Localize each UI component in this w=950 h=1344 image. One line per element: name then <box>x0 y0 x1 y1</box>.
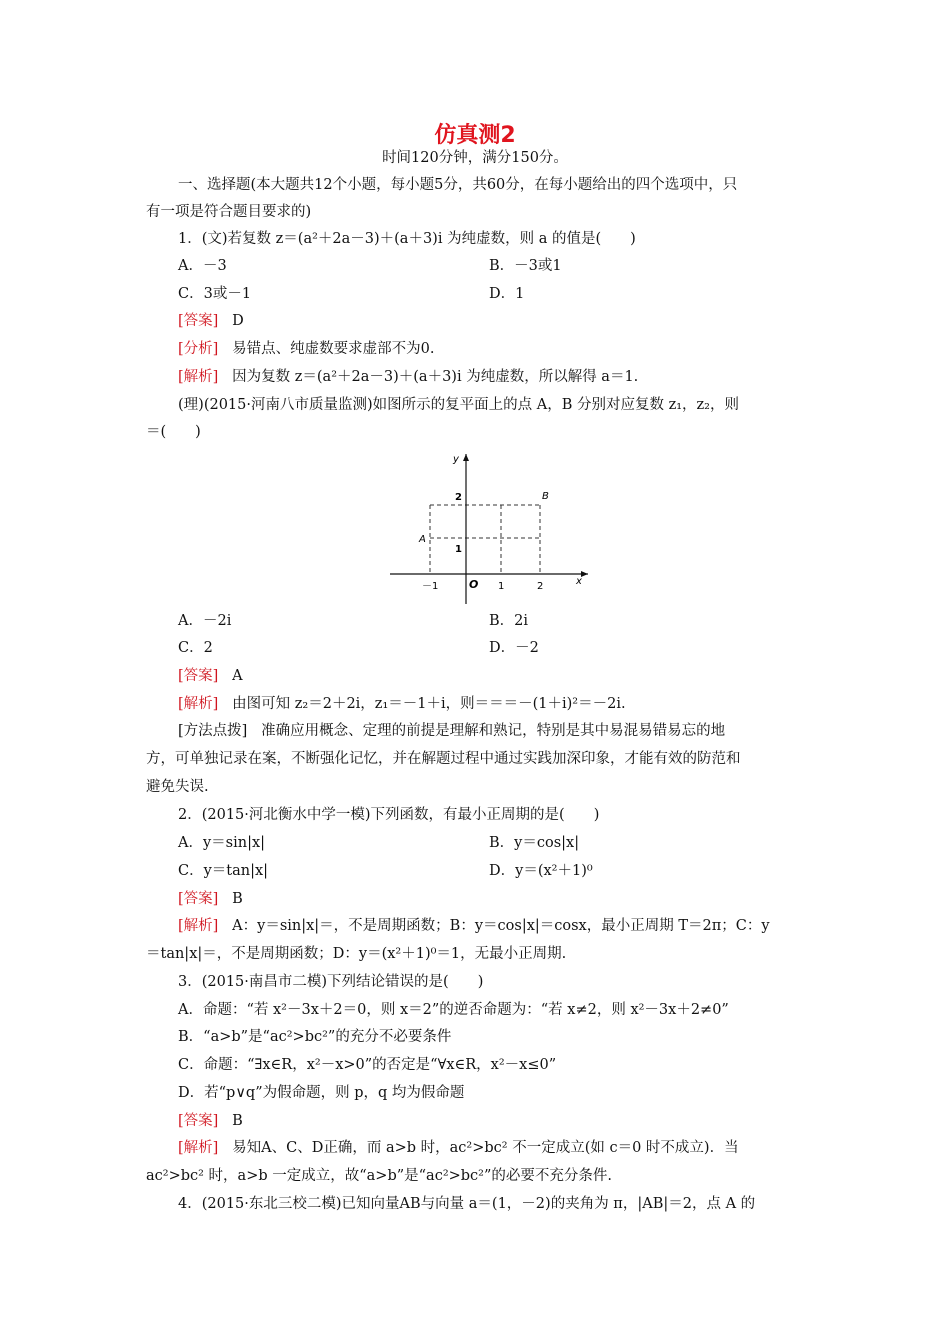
solution-text: 易知A、C、D正确，而 a>b 时，ac²>bc² 不一定成立(如 c＝0 时不成立)．当 <box>232 1140 739 1156</box>
answer-tag: [答案] <box>178 891 219 907</box>
q3-option-b: B．“a>b”是“ac²>bc²”的充分不必要条件 <box>178 1029 452 1045</box>
point-a-label: A <box>419 534 426 545</box>
q3-option-c: C．命题：“∃x∈R，x²－x>0”的否定是“∀x∈R，x²－x≤0” <box>178 1057 557 1073</box>
y-tick-label: 1 <box>455 544 462 555</box>
q2-solution-line-2: ＝tan|x|＝，不是周期函数；D：y＝(x²＋1)⁰＝1，无最小正周期. <box>146 946 567 962</box>
answer-value: A <box>232 668 243 684</box>
q1b-option-b: B．2i <box>489 613 529 629</box>
q1b-method-line-3: 避免失误. <box>146 779 209 795</box>
solution-text: A：y＝sin|x|＝，不是周期函数；B：y＝cos|x|＝cosx，最小正周期 T＝2π；C：y <box>232 918 770 934</box>
q3-stem: 3．(2015·南昌市二模)下列结论错误的是( ) <box>178 974 484 990</box>
answer-value: B <box>232 1113 243 1129</box>
q3-answer <box>178 1111 243 1131</box>
q1-option-c: C．3或－1 <box>178 286 252 302</box>
q1b-option-a: A．－2i <box>178 613 232 629</box>
answer-tag: [答案] <box>178 668 219 684</box>
q1-option-a: A．－3 <box>178 258 227 274</box>
x-axis-label: x <box>576 576 582 587</box>
answer-value: B <box>232 891 243 907</box>
q3-option-a: A．命题：“若 x²－3x＋2＝0，则 x＝2”的逆否命题为：“若 x≠2，则 x²－3x＋2≠0” <box>178 1002 729 1018</box>
solution-text: 因为复数 z＝(a²＋2a－3)＋(a＋3)i 为纯虚数，所以解得 a＝1. <box>232 369 639 385</box>
answer-tag: [答案] <box>178 1113 219 1129</box>
analysis-text: 易错点、纯虚数要求虚部不为0. <box>232 341 435 357</box>
q2-answer <box>178 889 243 909</box>
y-axis-label: y <box>453 454 459 465</box>
q1-analysis <box>178 339 435 359</box>
q1b-method-line-2: 方，可单独记录在案，不断强化记忆，并在解题过程中通过实践加深印象，才能有效的防范和 <box>146 751 741 767</box>
q2-option-a: A．y＝sin|x| <box>178 835 266 851</box>
x-tick-label: 1 <box>498 581 505 592</box>
solution-tag: [解析] <box>178 918 219 934</box>
q1-answer <box>178 311 244 331</box>
q1b-option-d: D．－2 <box>489 640 539 656</box>
x-axis-arrow-icon <box>581 571 588 577</box>
y-axis-arrow-icon <box>463 454 469 461</box>
solution-text: 由图可知 z₂＝2＋2i，z₁＝－1＋i，则＝＝＝－(1＋i)²＝－2i. <box>232 696 626 712</box>
q2-solution-line-1 <box>178 916 770 936</box>
q1-option-d: D．1 <box>489 286 525 302</box>
q1-option-b: B．－3或1 <box>489 258 562 274</box>
solution-tag: [解析] <box>178 369 219 385</box>
method-tag: [方法点拨] <box>178 723 248 739</box>
q2-option-d: D．y＝(x²＋1)⁰ <box>489 863 593 879</box>
origin-label: O <box>469 578 479 591</box>
page-subtitle: 时间120分钟，满分150分。 <box>382 150 568 166</box>
x-tick-label: －1 <box>422 581 439 592</box>
q1b-option-c: C．2 <box>178 640 213 656</box>
q1b-solution <box>178 694 626 714</box>
answer-value: D <box>232 313 244 329</box>
page-title: 仿真测2 <box>434 123 516 148</box>
q1b-stem-line-1: (理)(2015·河南八市质量监测)如图所示的复平面上的点 A，B 分别对应复数 z₁，z₂，则 <box>178 397 739 413</box>
q1b-stem-line-2: ＝( ) <box>146 424 201 440</box>
solution-tag: [解析] <box>178 696 219 712</box>
q1-stem: 1．(文)若复数 z＝(a²＋2a－3)＋(a＋3)i 为纯虚数，则 a 的值是( ) <box>178 231 636 247</box>
q3-option-d: D．若“p∨q”为假命题，则 p，q 均为假命题 <box>178 1085 465 1101</box>
q2-option-b: B．y＝cos|x| <box>489 835 580 851</box>
method-text: 准确应用概念、定理的前提是理解和熟记，特别是其中易混易错易忘的地 <box>261 723 726 739</box>
point-b-label: B <box>542 491 549 502</box>
q4-stem: 4．(2015·东北三校二模)已知向量AB与向量 a＝(1，－2)的夹角为 π，|AB|＝2，点 A 的 <box>178 1196 756 1212</box>
q1-solution <box>178 367 638 387</box>
y-tick-label: 2 <box>455 492 462 503</box>
q2-stem: 2．(2015·河北衡水中学一模)下列函数，有最小正周期的是( ) <box>178 807 600 823</box>
answer-tag: [答案] <box>178 313 219 329</box>
q1b-method-line-1 <box>178 721 725 741</box>
dashed-guides <box>430 505 540 574</box>
q1b-answer <box>178 666 243 686</box>
complex-plane-figure <box>390 448 600 608</box>
q2-option-c: C．y＝tan|x| <box>178 863 269 879</box>
analysis-tag: [分析] <box>178 341 219 357</box>
solution-tag: [解析] <box>178 1140 219 1156</box>
q3-solution-line-1 <box>178 1138 739 1158</box>
q3-solution-line-2: ac²>bc² 时，a>b 一定成立，故“a>b”是“ac²>bc²”的必要不充分条件. <box>146 1168 613 1184</box>
x-tick-label: 2 <box>537 581 544 592</box>
section-heading-line-2: 有一项是符合题目要求的) <box>146 204 312 220</box>
section-heading-line-1: 一、选择题(本大题共12个小题，每小题5分，共60分，在每小题给出的四个选项中，只 <box>178 177 738 193</box>
